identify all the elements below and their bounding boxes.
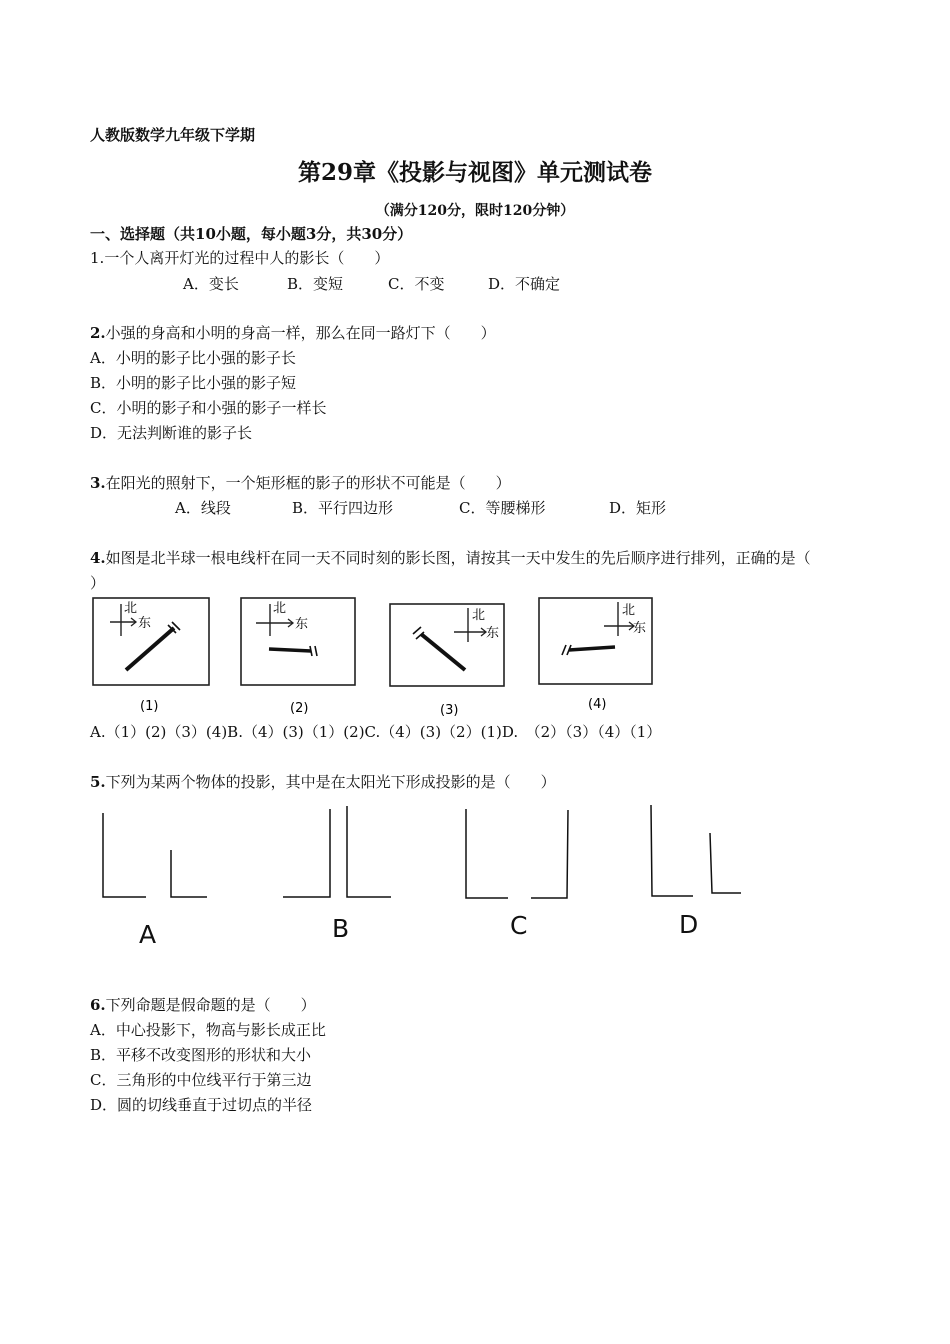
option-d-figure (651, 805, 741, 896)
diagram-frame (93, 598, 209, 685)
q2-option-a: A．小明的影子比小强的影子长 (90, 349, 296, 367)
question-5 (90, 773, 556, 791)
pole-base-mark (310, 646, 312, 656)
q4-options: A.（1）(2)（3）(4)B.（4）(3)（1）(2)C.（4）(3)（2）(1)D. （2）（3）（4）（1） (90, 723, 662, 741)
option-label-b: B (332, 914, 350, 943)
option-a-figure (103, 813, 207, 897)
diagram-caption: (1) (140, 699, 159, 714)
east-label: 东 (138, 616, 152, 631)
north-label: 北 (472, 608, 486, 623)
question-text: 如图是北半球一根电线杆在同一天不同时刻的影长图，请按其一天中发生的先后顺序进行排列，正确的是（ (105, 549, 811, 567)
q2-option-c: C．小明的影子和小强的影子一样长 (90, 399, 327, 417)
question-number: 1. (90, 249, 105, 267)
option-b-figure (283, 806, 391, 897)
shadow-line (569, 647, 615, 650)
shadow-line (421, 634, 465, 670)
q2-option-d: D．无法判断谁的影子长 (90, 424, 253, 442)
question-1 (90, 249, 389, 267)
question-text: 在阳光的照射下，一个矩形框的影子的形状不可能是（ ） (105, 474, 511, 492)
north-label: 北 (622, 603, 636, 618)
diagram-frame (539, 598, 652, 684)
diagram-caption: (3) (440, 703, 459, 718)
q6-option-c: C．三角形的中位线平行于第三边 (90, 1071, 312, 1089)
q3-option-a: A．线段 (175, 499, 231, 517)
q1-option-c: C．不变 (388, 275, 445, 293)
page-title: 第29章《投影与视图》单元测试卷 (297, 159, 652, 186)
q1-option-a: A．变长 (183, 275, 239, 293)
series-label: 人教版数学九年级下学期 (90, 126, 256, 144)
east-label: 东 (486, 626, 500, 641)
pole-base-mark (315, 646, 317, 656)
option-c-figure (466, 809, 568, 898)
question-2 (90, 324, 496, 342)
option-label-c: C (510, 911, 528, 940)
section-heading: 一、选择题（共10小题，每小题3分，共30分） (90, 225, 413, 243)
diagram-2 (241, 598, 355, 716)
q3-option-d: D．矩形 (609, 499, 667, 517)
object-with-shadow (283, 809, 330, 897)
object-with-shadow (710, 833, 741, 893)
diagram-frame (390, 604, 504, 686)
option-label-a: A (139, 920, 157, 949)
q2-option-b: B．小明的影子比小强的影子短 (90, 374, 297, 392)
projection-options-figure (90, 800, 760, 960)
question-number: 4. (90, 549, 106, 567)
diagram-4 (539, 598, 652, 712)
q6-option-b: B．平移不改变图形的形状和大小 (90, 1046, 312, 1064)
question-text: 下列命题是假命题的是（ ） (105, 996, 316, 1014)
object-with-shadow (466, 809, 508, 898)
question-number: 3. (90, 474, 106, 492)
east-label: 东 (633, 621, 647, 636)
object-with-shadow (103, 813, 146, 897)
question-6 (90, 996, 316, 1014)
shadow-diagrams (88, 594, 668, 720)
east-label: 东 (295, 617, 309, 632)
question-text: 一个人离开灯光的过程中人的影长（ ） (104, 249, 390, 267)
north-label: 北 (124, 601, 138, 616)
diagram-3 (390, 604, 504, 718)
diagram-frame (241, 598, 355, 685)
question-number: 6. (90, 996, 106, 1014)
north-label: 北 (273, 601, 287, 616)
pole-base-mark (562, 645, 566, 655)
shadow-line (126, 628, 174, 670)
q3-option-b: B．平行四边形 (292, 499, 394, 517)
question-3 (90, 474, 511, 492)
object-with-shadow (651, 805, 693, 896)
question-number: 2. (90, 324, 106, 342)
diagram-caption: (4) (588, 697, 607, 712)
q6-option-a: A．中心投影下，物高与影长成正比 (90, 1021, 326, 1039)
object-with-shadow (171, 850, 207, 897)
page-subtitle: （满分120分，限时120分钟） (375, 203, 575, 219)
q1-option-d: D．不确定 (488, 275, 561, 293)
question-4 (90, 549, 811, 567)
question-number: 5. (90, 773, 106, 791)
question-text: 下列为某两个物体的投影，其中是在太阳光下形成投影的是（ ） (105, 773, 556, 791)
question-4-continuation: ） (90, 574, 106, 592)
option-label-d: D (679, 910, 699, 939)
shadow-line (269, 649, 311, 651)
pole-base-mark (413, 627, 421, 634)
q3-option-c: C．等腰梯形 (459, 499, 546, 517)
q1-option-b: B．变短 (287, 275, 344, 293)
object-with-shadow (347, 806, 391, 897)
q6-option-d: D．圆的切线垂直于过切点的半径 (90, 1096, 313, 1114)
diagram-1 (93, 598, 209, 714)
question-text: 小强的身高和小明的身高一样，那么在同一路灯下（ ） (105, 324, 496, 342)
object-with-shadow (531, 810, 568, 898)
diagram-caption: (2) (290, 701, 309, 716)
